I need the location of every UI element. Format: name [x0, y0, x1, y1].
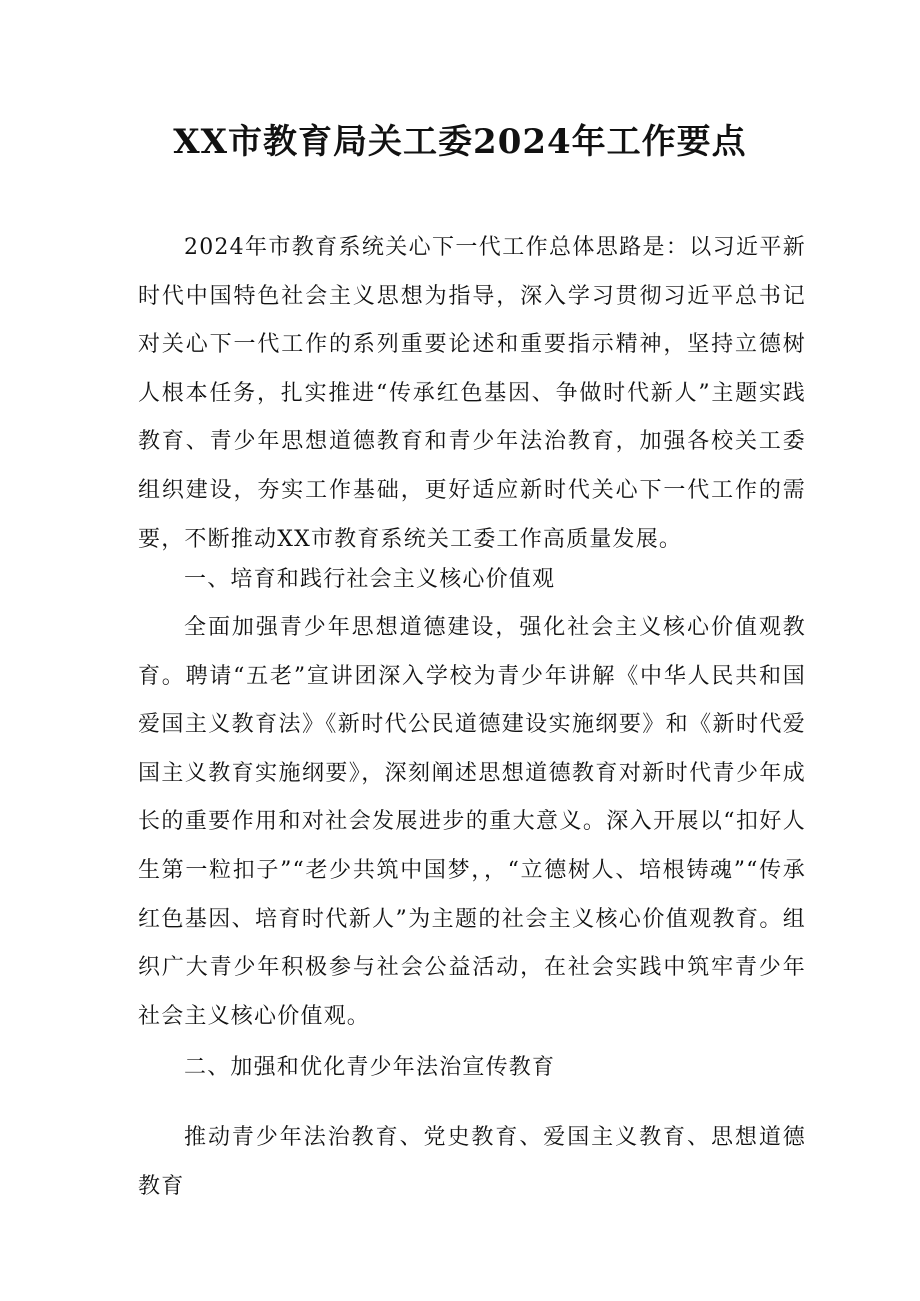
intro-paragraph: 2024年市教育系统关心下一代工作总体思路是：以习近平新时代中国特色社会主义思想为指导，深入学习贯彻习近平总书记对关心下一代工作的系列重要论述和重要指示精神，坚持立德树人根本任务，扎实推进“传承红色基因、争做时代新人”主题实践教育、青少年思想道德教育和青少年法治教育，加强各校关工委组织建设，夯实工作基础，更好适应新时代关心下一代工作的需要，不断推动XX市教育系统关工委工作高质量发展。 [138, 235, 806, 552]
section-2-paragraph: 推动青少年法治教育、党史教育、爱国主义教育、思想道德教育 [138, 1125, 806, 1199]
section-1-heading: 一、培育和践行社会主义核心价值观 [184, 567, 556, 592]
document-title: XX市教育局关工委2024年工作要点 [173, 122, 747, 162]
section-1-paragraph: 全面加强青少年思想道德建设，强化社会主义核心价值观教育。聘请“五老”宣讲团深入学校为青少年讲解《中华人民共和国爱国主义教育法》《新时代公民道德建设实施纲要》和《新时代爱国主义教育实施纲要》，深刻阐述思想道德教育对新时代青少年成长的重要作用和对社会发展进步的重大意义。深入开展以“扣好人生第一粒扣子”“老少共筑中国梦，，“立德树人、培根铸魂”“传承红色基因、培育时代新人”为主题的社会主义核心价值观教育。组织广大青少年积极参与社会公益活动，在社会实践中筑牢青少年社会主义核心价值观。 [138, 615, 806, 1029]
section-2-heading: 二、加强和优化青少年法治宣传教育 [184, 1055, 556, 1080]
